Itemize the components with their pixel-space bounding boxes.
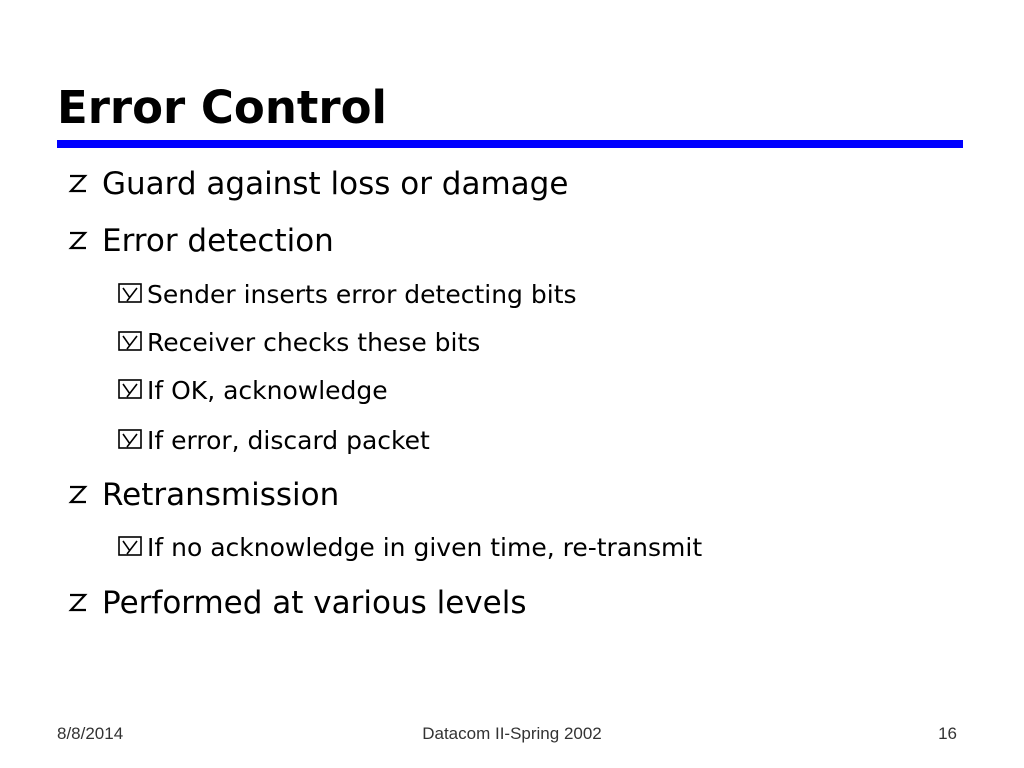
bullet-text: Guard against loss or damage <box>102 166 569 202</box>
y-box-bullet-icon <box>118 326 144 360</box>
z-bullet-icon <box>68 475 88 515</box>
sub-bullet-item <box>118 374 388 408</box>
bullet-item <box>68 475 339 515</box>
sub-bullet-item <box>118 531 702 565</box>
bullet-text: If OK, acknowledge <box>147 376 388 405</box>
bullet-text: Sender inserts error detecting bits <box>147 280 577 309</box>
page-number: 16 <box>938 724 957 743</box>
z-bullet-icon <box>68 583 88 623</box>
y-box-bullet-icon <box>118 424 144 458</box>
footer-date: 8/8/2014 <box>57 724 124 743</box>
bullet-text: Receiver checks these bits <box>147 328 481 357</box>
footer-course: Datacom II-Spring 2002 <box>422 724 602 743</box>
sub-bullet-item <box>118 278 577 312</box>
bullet-item <box>68 164 568 204</box>
z-bullet-icon <box>68 221 88 261</box>
bullet-text: Retransmission <box>102 477 340 513</box>
sub-bullet-item <box>118 326 480 360</box>
bullet-text: If no acknowledge in given time, re-transmit <box>147 533 703 562</box>
sub-bullet-item <box>118 424 430 458</box>
bullet-text: If error, discard packet <box>147 426 430 455</box>
bullet-text: Performed at various levels <box>102 585 527 621</box>
y-box-bullet-icon <box>118 278 144 312</box>
y-box-bullet-icon <box>118 531 144 565</box>
y-box-bullet-icon <box>118 374 144 408</box>
slide-title: Error Control <box>57 81 387 134</box>
bullet-text: Error detection <box>102 223 334 259</box>
z-bullet-icon <box>68 164 88 204</box>
bullet-item <box>68 221 334 261</box>
bullet-item <box>68 583 526 623</box>
title-underline <box>57 140 963 148</box>
